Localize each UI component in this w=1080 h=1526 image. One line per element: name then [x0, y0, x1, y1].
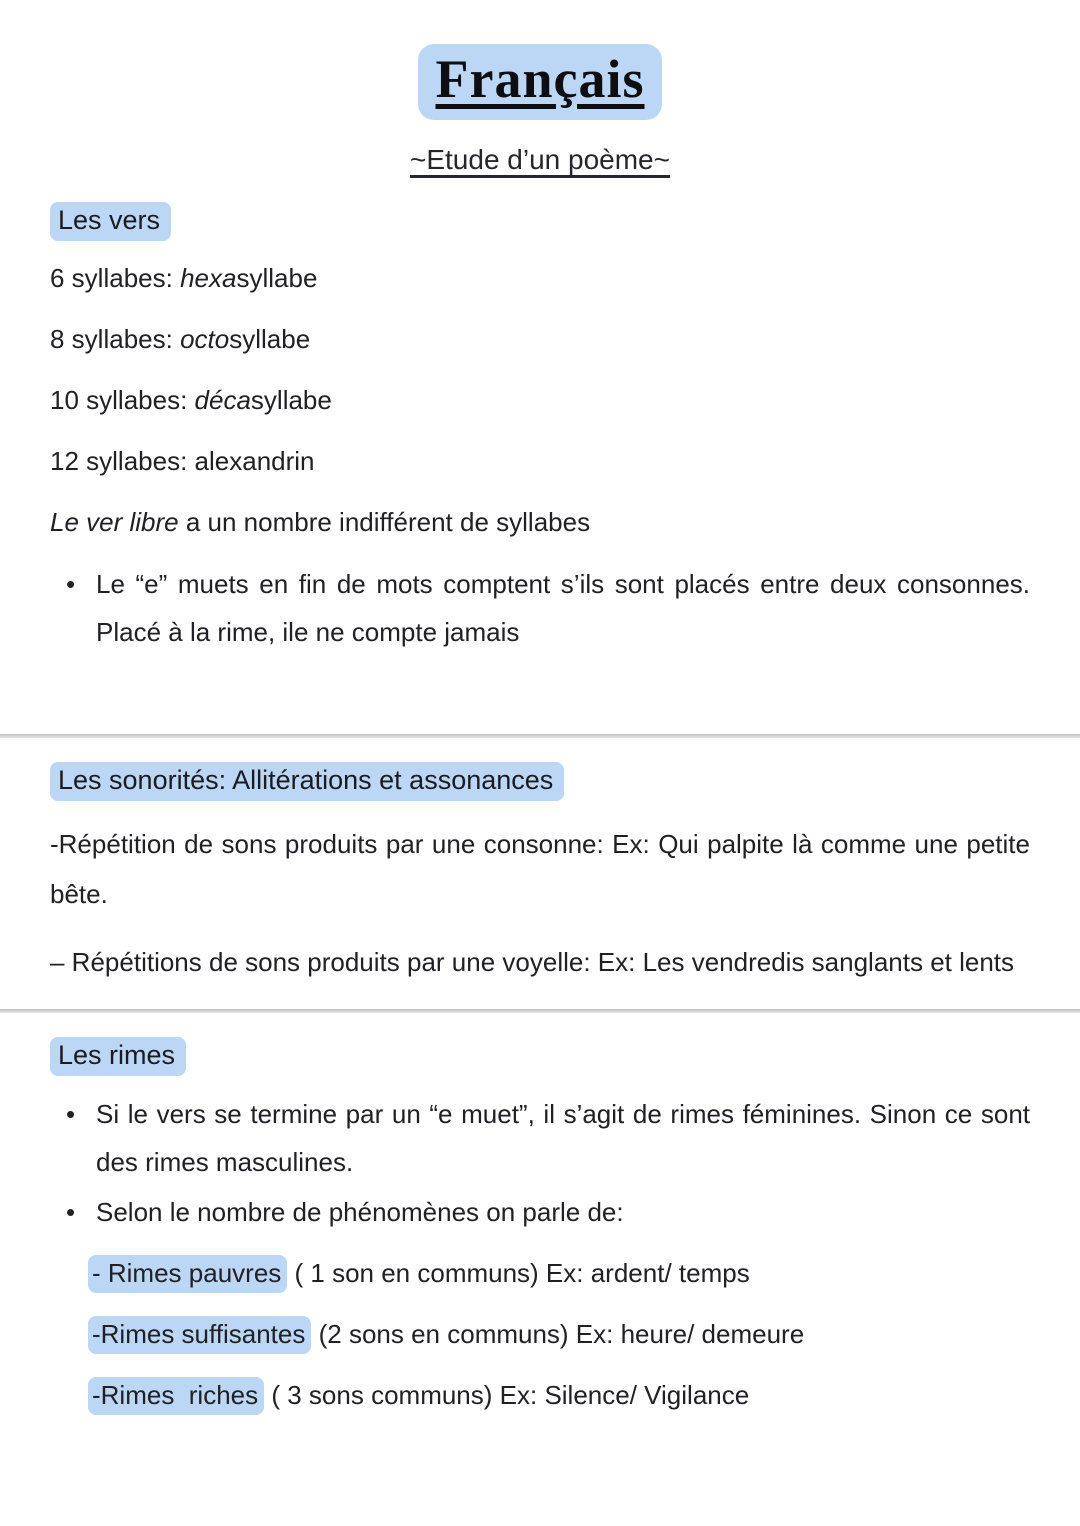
page-header	[0, 0, 1080, 176]
rime-item-suffisantes: -Rimes suffisantes (2 sons en communs) Ex: heure/ demeure	[88, 1310, 1030, 1358]
sonorites-paragraph-voyelle: – Répétitions de sons produits par une voyelle: Ex: Les vendredis sanglants et lents	[50, 947, 1015, 977]
vers-bullet-list	[50, 560, 1030, 656]
vers-libre-line: Le ver libre a un nombre indifférent de syllabes	[50, 507, 591, 537]
list-item	[50, 560, 1030, 656]
section-heading-les-sonorites: Les sonorités: Allitérations et assonances	[50, 762, 564, 801]
rime-riches-highlight: -Rimes riches	[88, 1377, 264, 1415]
rime-suffisantes-highlight: -Rimes suffisantes	[88, 1316, 311, 1354]
vers-bullet-text: Le “e” muets en fin de mots comptent s’ils sont placés entre deux consonnes. Placé à la rime, ile ne compte jamais	[96, 569, 1030, 647]
rime-pauvres-highlight: - Rimes pauvres	[88, 1255, 287, 1293]
section-heading-les-rimes: Les rimes	[50, 1037, 186, 1076]
rimes-bullet-phenomenes: Selon le nombre de phénomènes on parle de:	[96, 1197, 624, 1227]
syllable-line-10: 10 syllabes: décasyllabe	[50, 385, 332, 415]
bullet-icon: •	[66, 1197, 76, 1227]
section-les-sonorites	[0, 738, 1080, 987]
bullet-icon: •	[66, 569, 76, 599]
bullet-icon: •	[66, 1099, 76, 1129]
section-heading-les-vers: Les vers	[50, 202, 171, 241]
list-item	[50, 1188, 1030, 1236]
syllable-line-6: 6 syllabes: hexasyllabe	[50, 263, 318, 293]
section-les-rimes	[0, 1013, 1080, 1419]
rime-item-pauvres: - Rimes pauvres ( 1 son en communs) Ex: ardent/ temps	[88, 1249, 1030, 1297]
page-title: Français	[418, 44, 663, 120]
syllable-line-8: 8 syllabes: octosyllabe	[50, 324, 311, 354]
rimes-bullet-list	[50, 1090, 1030, 1236]
syllable-line-12: 12 syllabes: alexandrin	[50, 446, 315, 476]
section-les-vers	[0, 176, 1080, 656]
rime-item-riches: -Rimes riches ( 3 sons communs) Ex: Silence/ Vigilance	[88, 1371, 1030, 1419]
sonorites-paragraph-consonne: -Répétition de sons produits par une consonne: Ex: Qui palpite là comme une petite bête.	[50, 829, 1030, 909]
rimes-bullet-feminines: Si le vers se termine par un “e muet”, il s’agit de rimes féminines. Sinon ce sont des rimes masculines.	[96, 1099, 1030, 1177]
page-subtitle: ~Etude d’un poème~	[410, 144, 670, 175]
list-item	[50, 1090, 1030, 1186]
